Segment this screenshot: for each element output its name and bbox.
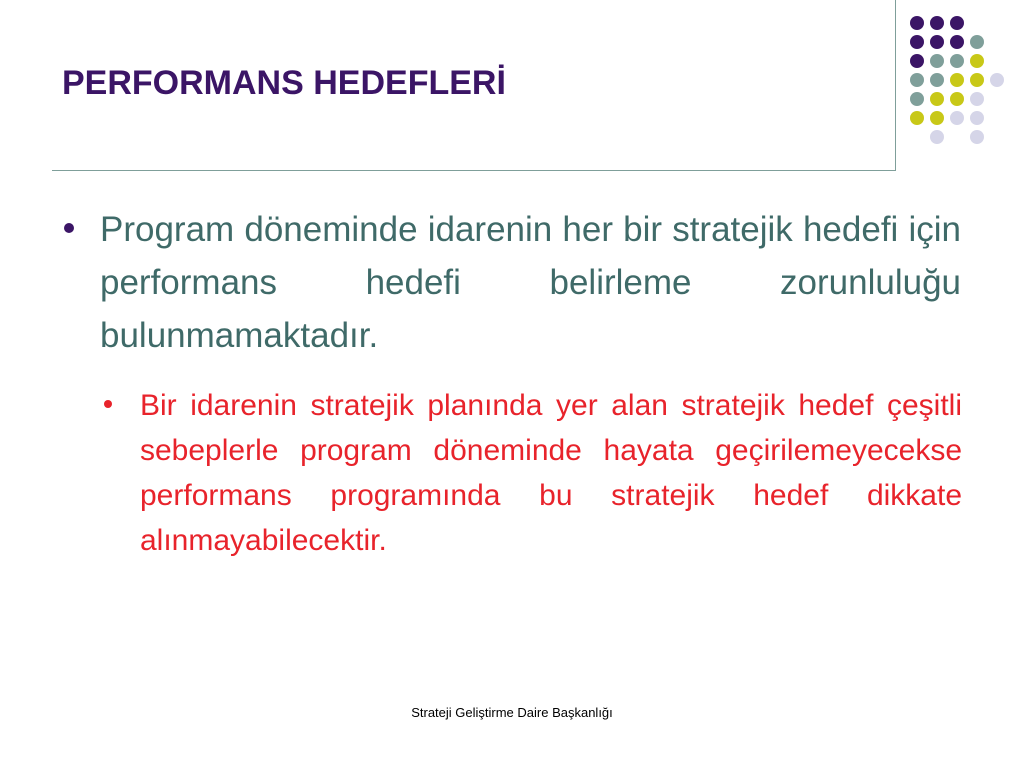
title-divider-horizontal — [52, 170, 896, 171]
dot — [970, 130, 984, 144]
bullet-item — [64, 203, 964, 362]
sub-bullet-dot-icon — [104, 400, 112, 408]
dot — [950, 16, 964, 30]
dot — [950, 54, 964, 68]
dot — [910, 73, 924, 87]
dot — [910, 54, 924, 68]
dot — [930, 73, 944, 87]
dot — [990, 73, 1004, 87]
bullet-dot-icon — [64, 223, 74, 233]
title-divider-vertical — [895, 0, 896, 171]
dot — [970, 111, 984, 125]
slide-title: PERFORMANS HEDEFLERİ — [62, 64, 506, 102]
dot — [910, 111, 924, 125]
dot — [950, 73, 964, 87]
dot — [950, 111, 964, 125]
dot — [930, 54, 944, 68]
sub-bullet-item — [104, 383, 964, 563]
dot — [970, 35, 984, 49]
dot — [930, 35, 944, 49]
dot — [930, 16, 944, 30]
sub-bullet-text: Bir idarenin stratejik planında yer alan stratejik hedef çeşitli sebeplerle program döneminde hayata geçirilemeyecekse performans programında bu stratejik hedef dikkate alınmayabilecektir. — [140, 389, 962, 557]
dot — [910, 16, 924, 30]
dot — [970, 54, 984, 68]
slide-footer: Strateji Geliştirme Daire Başkanlığı — [411, 705, 613, 720]
dot — [950, 35, 964, 49]
dot — [970, 73, 984, 87]
dot — [930, 92, 944, 106]
dot — [930, 111, 944, 125]
dot — [930, 130, 944, 144]
dot — [910, 35, 924, 49]
dot — [970, 92, 984, 106]
dot — [910, 92, 924, 106]
dot — [950, 92, 964, 106]
bullet-text: Program döneminde idarenin her bir stratejik hedefi için performans hedefi belirleme zorunluluğu bulunmamaktadır. — [100, 210, 961, 355]
